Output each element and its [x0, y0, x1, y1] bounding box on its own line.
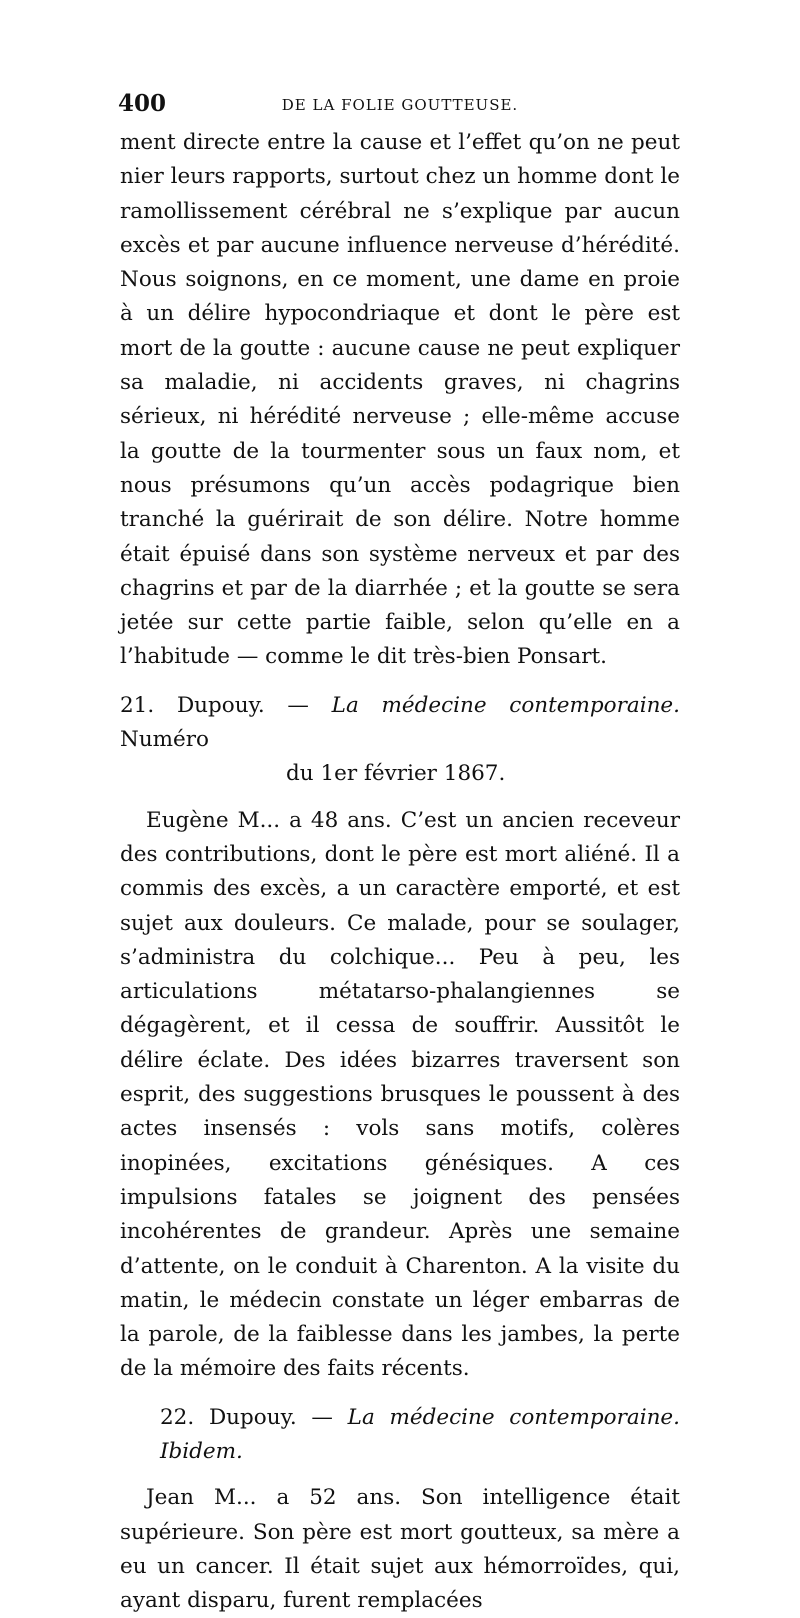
entry-journal: La médecine contemporaine. Ibidem.: [160, 1404, 680, 1464]
paragraph-continuation: ment directe entre la cause et l’effet qu’on ne peut nier leurs rapports, surtout chez un homme dont le ramollissement cérébral ne s’explique par aucun excès et par aucune influence nerveuse d’hérédité. Nous soignons, en ce moment, une dame en proie à un délire hypocondriaque et dont le père est mort de la goutte : aucune cause ne peut expliquer sa maladie, ni accidents graves, ni chagrins sérieux, ni hérédité nerveuse ; elle-même accuse la goutte de la tourmenter sous un faux nom, et nous présumons qu’un accès podagrique bien tranché la guérirait de son délire. Notre homme était épuisé dans son système nerveux et par des chagrins et par de la diarrhée ; et la goutte se sera jetée sur cette partie faible, selon qu’elle en a l’habitude — comme le dit très-bien Ponsart.: [120, 130, 680, 670]
entry-heading-22: [120, 1401, 680, 1470]
entry-date: du 1er février 1867.: [286, 761, 506, 787]
running-head: DE LA FOLIE GOUTTEUSE.: [281, 96, 519, 114]
entry-author: Dupouy. —: [176, 692, 309, 718]
page-number: 400: [118, 90, 167, 117]
page-header: [118, 90, 682, 120]
entry-heading-21: [120, 689, 680, 792]
entry-author: Dupouy. —: [208, 1404, 333, 1430]
body-text: [120, 126, 680, 1618]
entry-issue: Numéro: [120, 727, 209, 753]
entry-text-21: Eugène M... a 48 ans. C’est un ancien receveur des contributions, dont le père est mort aliéné. Il a commis des excès, a un caractère emporté, et est sujet aux douleurs. Ce malade, pour se soulager, s’administra du colchique... Peu à peu, les articulations métatarso-phalangiennes se dégagèrent, et il cessa de souffrir. Aussitôt le délire éclate. Des idées bizarres traversent son esprit, des suggestions brusques le poussent à des actes insensés : vols sans motifs, colères inopinées, excitations génésiques. A ces impulsions fatales se joignent des pensées incohérentes de grandeur. Après une semaine d’attente, on le conduit à Charenton. A la visite du matin, le médecin constate un léger embarras de la parole, de la faiblesse dans les jambes, la perte de la mémoire des faits récents.: [120, 807, 680, 1382]
entry-number: 22.: [160, 1404, 195, 1430]
entry-journal: La médecine contemporaine.: [331, 692, 680, 718]
entry-number: 21.: [120, 692, 155, 718]
entry-text-22: Jean M... a 52 ans. Son intelligence était supérieure. Son père est mort goutteux, sa mère a eu un cancer. Il était sujet aux hémorroïdes, qui, ayant disparu, furent remplacées: [120, 1485, 680, 1614]
